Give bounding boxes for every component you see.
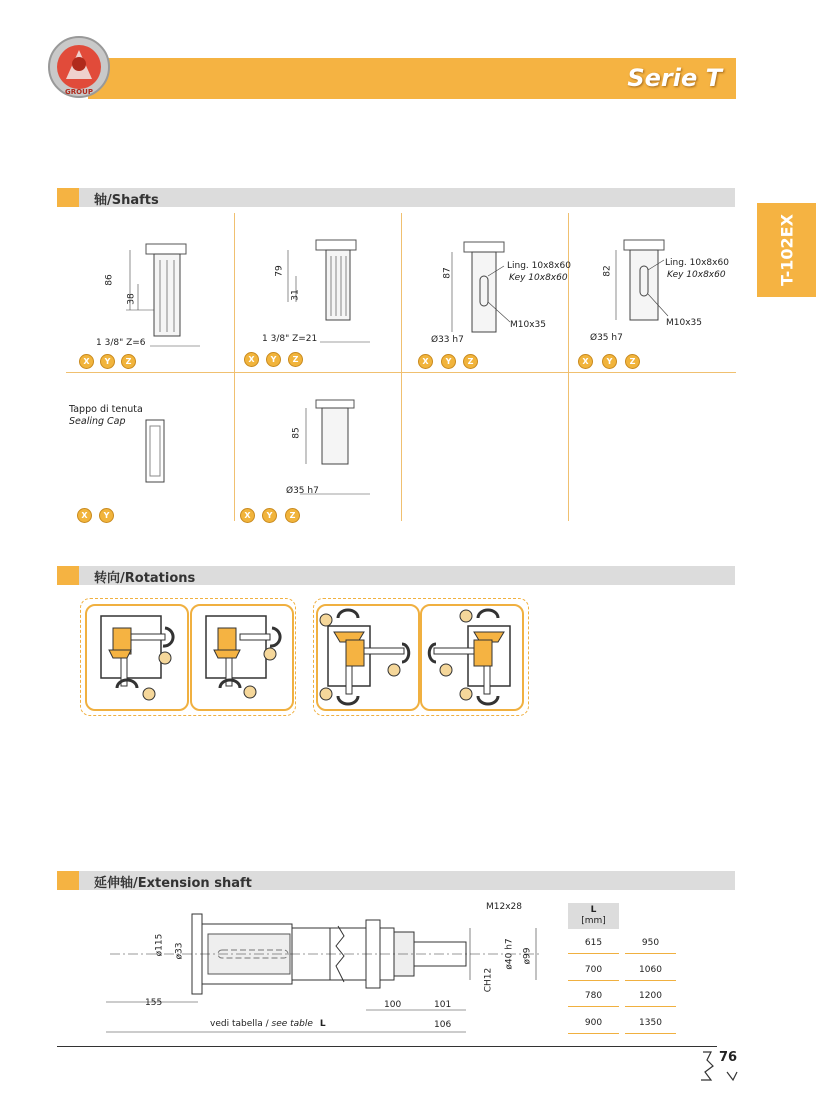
section-shafts-label: 轴/Shafts	[94, 193, 159, 208]
shaft2-spec: 1 3/8" Z=21	[262, 334, 318, 344]
shaft1-total-height: 86	[104, 274, 115, 286]
length-table-header: L [mm]	[568, 903, 619, 929]
dim-100: 100	[384, 1000, 402, 1010]
shaft4-thread: M10x35	[666, 318, 702, 328]
dim-ch12: CH12	[483, 967, 494, 993]
dim-155: 155	[145, 998, 163, 1008]
logo-text: GROUP	[65, 88, 93, 96]
dim-106: 106	[434, 1020, 452, 1030]
shaft4-key-it: Ling. 10x8x60	[665, 258, 729, 268]
badge-x: X	[418, 354, 433, 369]
shaft4-diameter: Ø35 h7	[590, 333, 623, 343]
sealing-cap-title-it: Tappo di tenuta	[69, 404, 143, 415]
badge-x: X	[77, 508, 92, 523]
dim-d40: ø40 h7	[504, 938, 515, 970]
dim-101: 101	[434, 1000, 452, 1010]
shaft3-diameter: Ø33 h7	[431, 335, 464, 345]
table-cell: 1350	[625, 1013, 676, 1034]
dim-thread: M12x28	[486, 902, 522, 912]
table-cell: 900	[568, 1013, 619, 1034]
badge-y: Y	[99, 508, 114, 523]
page-title: Serie T	[627, 64, 722, 92]
footer-divider	[57, 1046, 717, 1047]
header-banner	[88, 58, 736, 99]
rotation-diagram-2	[190, 604, 294, 711]
shaft4-total-height: 82	[602, 265, 613, 277]
shaft3-thread: M10x35	[510, 320, 546, 330]
shaft3-key-en: Key 10x8x60	[509, 273, 568, 283]
badge-z: Z	[288, 352, 303, 367]
badge-x: X	[79, 354, 94, 369]
badge-x: X	[244, 352, 259, 367]
dim-see-table: vedi tabella / see table L	[210, 1019, 326, 1029]
shaft1-part-height: 38	[126, 293, 137, 305]
table-cell: 1200	[625, 986, 676, 1007]
section-rotations	[57, 566, 735, 585]
side-tab-label: T-102EX	[777, 214, 796, 286]
shaft1-spec: 1 3/8" Z=6	[96, 338, 146, 348]
badge-z: Z	[121, 354, 136, 369]
table-cell: 1060	[625, 960, 676, 981]
badge-y: Y	[602, 354, 617, 369]
section-extension-label: 延伸轴/Extension shaft	[94, 876, 252, 891]
rotation-diagram-4	[420, 604, 524, 711]
shaft3-key-it: Ling. 10x8x60	[507, 261, 571, 271]
table-cell: 700	[568, 960, 619, 981]
shaft3-total-height: 87	[442, 267, 453, 279]
shaft2-part-height: 31	[290, 289, 301, 301]
rotation-diagram-1	[85, 604, 189, 711]
dim-d99: ø99	[522, 947, 533, 965]
shaft6-diameter: Ø35 h7	[286, 486, 319, 496]
section-extension-shaft	[57, 871, 735, 890]
shaft4-key-en: Key 10x8x60	[667, 270, 726, 280]
badge-x: X	[578, 354, 593, 369]
badge-y: Y	[100, 354, 115, 369]
company-logo	[46, 34, 112, 100]
shaft2-total-height: 79	[274, 265, 285, 277]
side-tab	[757, 203, 816, 297]
badge-z: Z	[463, 354, 478, 369]
badge-y: Y	[266, 352, 281, 367]
dim-d115: ø115	[154, 933, 165, 957]
badge-z: Z	[625, 354, 640, 369]
shaft6-total-height: 85	[291, 427, 302, 439]
table-cell: 615	[568, 933, 619, 954]
rotation-diagram-3	[316, 604, 420, 711]
badge-z: Z	[285, 508, 300, 523]
table-cell: 950	[625, 933, 676, 954]
sealing-cap-title-en: Sealing Cap	[69, 416, 126, 427]
badge-y: Y	[441, 354, 456, 369]
section-rotations-label: 转向/Rotations	[94, 571, 196, 586]
badge-x: X	[240, 508, 255, 523]
section-shafts	[57, 188, 735, 207]
sealing-cap-drawing	[140, 418, 170, 484]
table-cell: 780	[568, 986, 619, 1007]
page-number: 76	[719, 1050, 738, 1065]
badge-y: Y	[262, 508, 277, 523]
dim-d33: ø33	[174, 942, 185, 960]
